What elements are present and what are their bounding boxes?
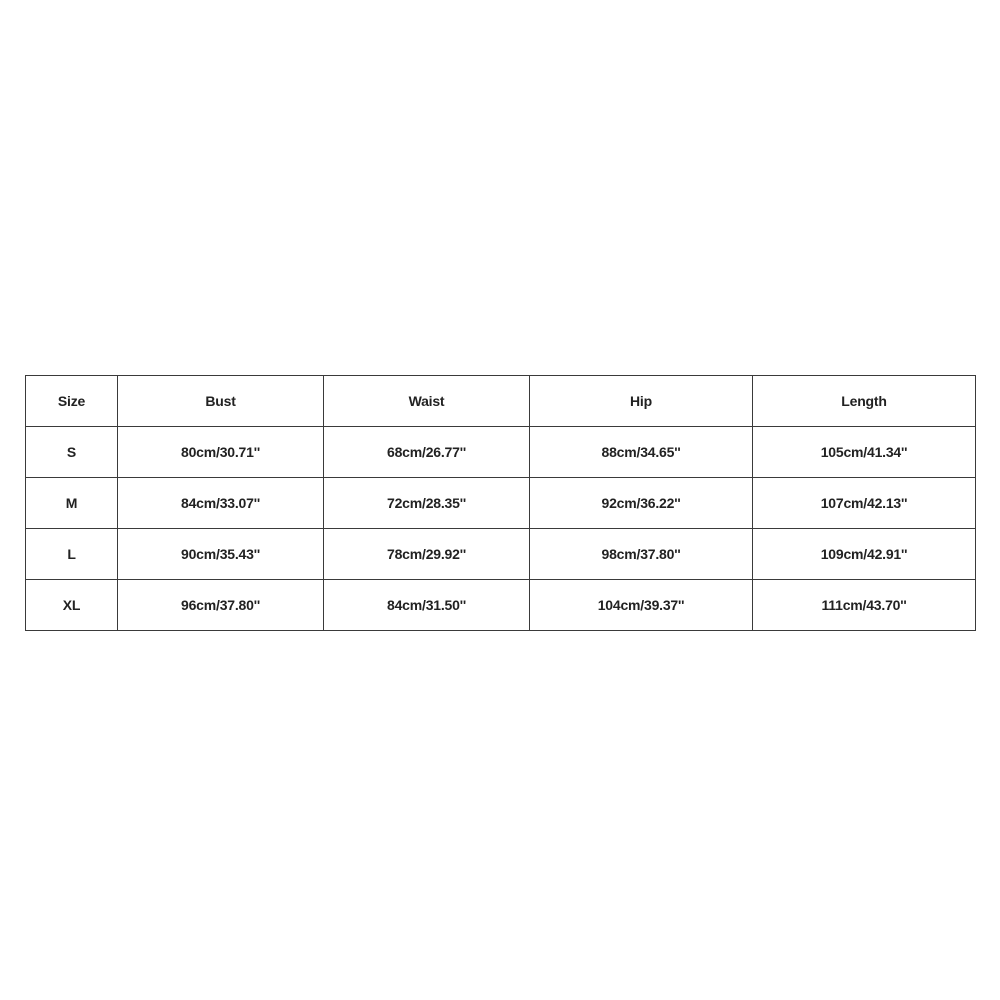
cell-waist: 78cm/29.92'' bbox=[324, 529, 530, 580]
cell-size: L bbox=[26, 529, 118, 580]
cell-waist: 68cm/26.77'' bbox=[324, 427, 530, 478]
cell-bust: 84cm/33.07'' bbox=[118, 478, 324, 529]
cell-bust: 96cm/37.80'' bbox=[118, 580, 324, 631]
cell-bust: 90cm/35.43'' bbox=[118, 529, 324, 580]
cell-waist: 72cm/28.35'' bbox=[324, 478, 530, 529]
cell-waist: 84cm/31.50'' bbox=[324, 580, 530, 631]
header-waist: Waist bbox=[324, 376, 530, 427]
cell-size: XL bbox=[26, 580, 118, 631]
cell-size: M bbox=[26, 478, 118, 529]
cell-length: 105cm/41.34'' bbox=[753, 427, 976, 478]
header-hip: Hip bbox=[530, 376, 753, 427]
table-row bbox=[26, 529, 976, 580]
cell-hip: 98cm/37.80'' bbox=[530, 529, 753, 580]
cell-length: 107cm/42.13'' bbox=[753, 478, 976, 529]
cell-hip: 92cm/36.22'' bbox=[530, 478, 753, 529]
cell-hip: 104cm/39.37'' bbox=[530, 580, 753, 631]
cell-size: S bbox=[26, 427, 118, 478]
size-chart-table bbox=[25, 375, 976, 631]
cell-hip: 88cm/34.65'' bbox=[530, 427, 753, 478]
cell-length: 111cm/43.70'' bbox=[753, 580, 976, 631]
table-header-row bbox=[26, 376, 976, 427]
header-bust: Bust bbox=[118, 376, 324, 427]
table-row bbox=[26, 478, 976, 529]
header-size: Size bbox=[26, 376, 118, 427]
cell-length: 109cm/42.91'' bbox=[753, 529, 976, 580]
cell-bust: 80cm/30.71'' bbox=[118, 427, 324, 478]
table-row bbox=[26, 427, 976, 478]
table-row bbox=[26, 580, 976, 631]
header-length: Length bbox=[753, 376, 976, 427]
